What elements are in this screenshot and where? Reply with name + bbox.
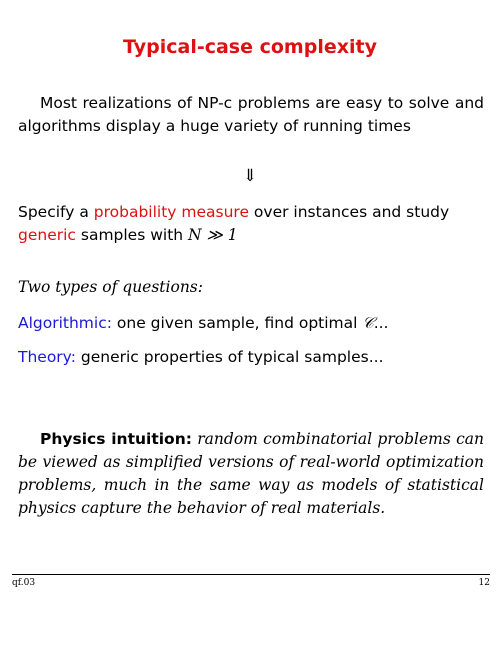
slide-title: Typical-case complexity xyxy=(123,36,377,58)
n-much-greater-math: N ≫ 1 xyxy=(188,226,238,244)
footer-left-label: qf.03 xyxy=(12,578,36,588)
specify-text-2: over instances and study xyxy=(249,203,450,221)
algorithmic-label: Algorithmic: xyxy=(18,314,112,332)
theory-label: Theory: xyxy=(18,348,76,366)
page-number: 12 xyxy=(478,578,490,588)
specify-text-1: Specify a xyxy=(18,203,94,221)
optimal-c-math: 𝒞 xyxy=(362,314,374,332)
physics-paragraph xyxy=(18,428,484,520)
generic-highlight: generic xyxy=(18,226,76,244)
implies-arrow-icon: ⇓ xyxy=(242,166,258,186)
algorithmic-tail: ... xyxy=(373,314,389,332)
theory-text: generic properties of typical samples... xyxy=(75,348,384,366)
physics-intuition-label: Physics intuition: xyxy=(40,430,192,448)
specify-text-3: samples with xyxy=(75,226,189,244)
theory-line xyxy=(18,346,484,369)
algorithmic-line xyxy=(18,312,484,335)
footer-divider xyxy=(12,574,490,575)
probability-measure-highlight: probability measure xyxy=(93,203,249,221)
physics-intuition-text: random combinatorial problems can be viewed as simplified versions of real-world optimization problems, much in the same way as models of statistical physics capture the behavior of real materials. xyxy=(18,430,484,517)
intro-paragraph: Most realizations of NP-c problems are easy to solve and algorithms display a huge variety of running times xyxy=(18,94,484,135)
two-types-heading: Two types of questions: xyxy=(18,278,203,296)
specify-paragraph xyxy=(18,201,484,247)
algorithmic-text: one given sample, find optimal xyxy=(111,314,363,332)
